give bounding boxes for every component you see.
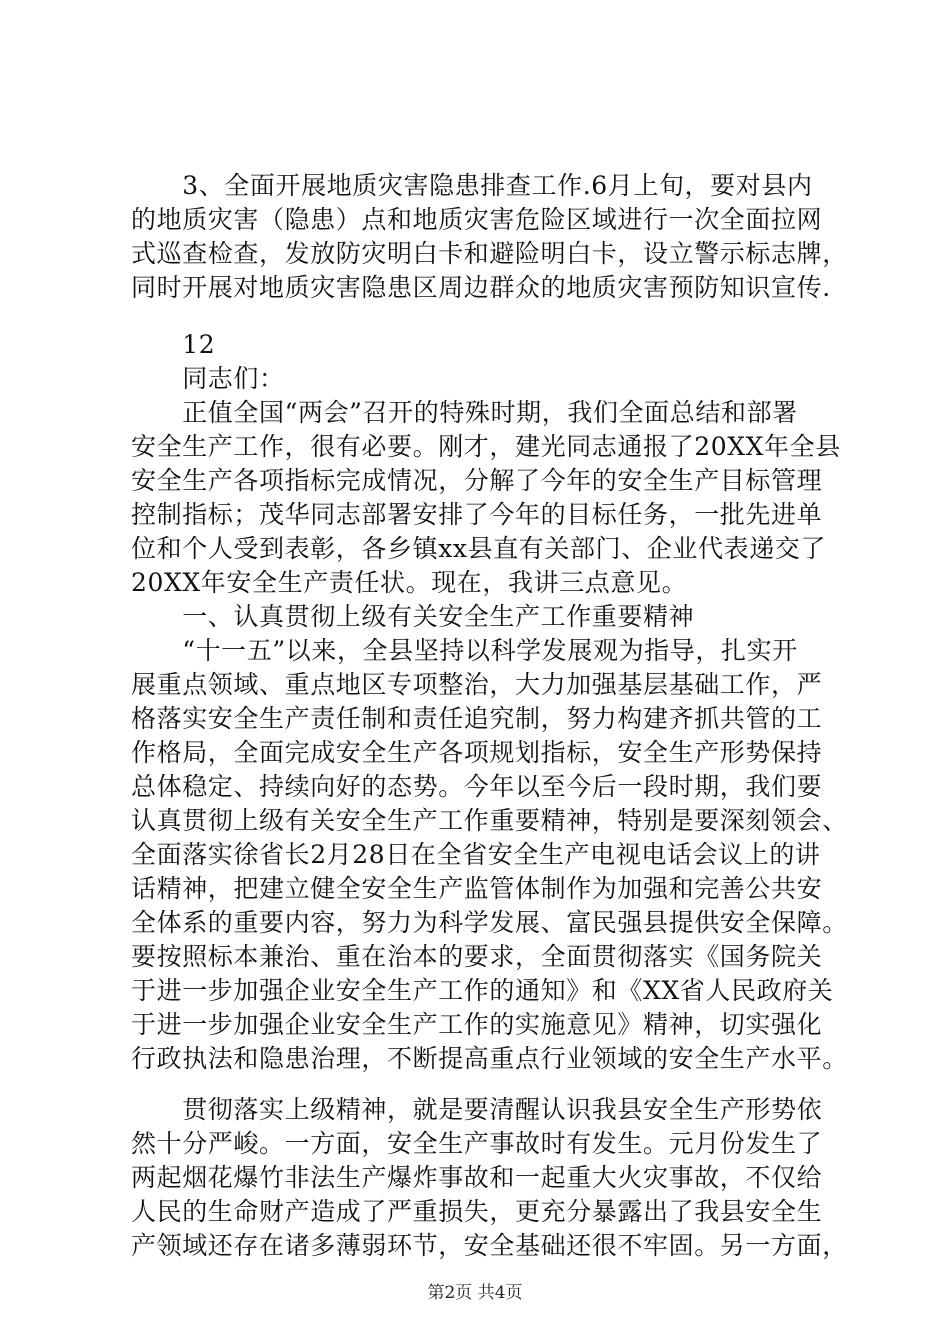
salutation: 同志们： <box>131 364 285 393</box>
text-line: 行政执法和隐患治理，不断提高重点行业领域的安全生产水平。 <box>131 1044 848 1073</box>
text-line: 要按照标本兼治、重在治本的要求，全面贯彻落实《国务院关 <box>131 942 823 971</box>
text-line: 于进一步加强企业安全生产工作的实施意见》精神，切实强化 <box>131 1010 823 1039</box>
text-line: 3、全面开展地质灾害隐患排查工作.6月上旬，要对县内 <box>131 171 813 200</box>
section-heading: 一、认真贯彻上级有关安全生产工作重要精神 <box>131 602 695 631</box>
text-line: 的地质灾害（隐患）点和地质灾害危险区域进行一次全面拉网 <box>131 205 823 234</box>
text-line: 认真贯彻上级有关安全生产工作重要精神，特别是要深刻领会、 <box>131 806 848 835</box>
text-line: 两起烟花爆竹非法生产爆炸事故和一起重大火灾事故，不仅给 <box>131 1163 823 1192</box>
text-line: “十一五”以来，全县坚持以科学发展观为指导，扎实开 <box>131 636 798 665</box>
text-line: 于进一步加强企业安全生产工作的通知》和《XX省人民政府关 <box>131 976 834 1005</box>
text-line: 产领域还存在诸多薄弱环节，安全基础还很不牢固。另一方面， <box>131 1231 848 1260</box>
text-line: 安全生产各项指标完成情况，分解了今年的安全生产目标管理 <box>131 466 823 495</box>
text-line: 话精神，把建立健全安全生产监管体制作为加强和完善公共安 <box>131 874 823 903</box>
text-line: 同时开展对地质灾害隐患区周边群众的地质灾害预防知识宣传. <box>131 273 831 302</box>
text-line: 全面落实徐省长2月28日在全省安全生产电视电话会议上的讲 <box>131 840 821 869</box>
text-line: 20XX年安全生产责任状。现在，我讲三点意见。 <box>131 568 688 597</box>
text-line: 式巡查检查，发放防灾明白卡和避险明白卡，设立警示标志牌， <box>131 239 848 268</box>
text-line: 展重点领域、重点地区专项整治，大力加强基层基础工作，严 <box>131 670 823 699</box>
text-line: 正值全国“两会”召开的特殊时期，我们全面总结和部署 <box>131 398 798 427</box>
text-line: 安全生产工作，很有必要。刚才，建光同志通报了20XX年全县 <box>131 432 841 461</box>
text-line: 格落实安全生产责任制和责任追究制，努力构建齐抓共管的工 <box>131 704 823 733</box>
text-line: 控制指标；茂华同志部署安排了今年的目标任务，一批先进单 <box>131 500 823 529</box>
page-number-footer: 第2页 共4页 <box>427 1283 523 1303</box>
text-line: 位和个人受到表彰，各乡镇xx县直有关部门、企业代表递交了 <box>131 534 827 563</box>
text-line: 人民的生命财产造成了严重损失，更充分暴露出了我县安全生 <box>131 1197 823 1226</box>
text-line: 全体系的重要内容，努力为科学发展、富民强县提供安全保障。 <box>131 908 848 937</box>
text-line: 然十分严峻。一方面，安全生产事故时有发生。元月份发生了 <box>131 1129 823 1158</box>
text-line: 总体稳定、持续向好的态势。今年以至今后一段时期，我们要 <box>131 772 823 801</box>
text-line: 贯彻落实上级精神，就是要清醒认识我县安全生产形势依 <box>131 1095 823 1124</box>
text-line: 作格局，全面完成安全生产各项规划指标，安全生产形势保持 <box>131 738 823 767</box>
section-number: 12 <box>131 330 216 359</box>
